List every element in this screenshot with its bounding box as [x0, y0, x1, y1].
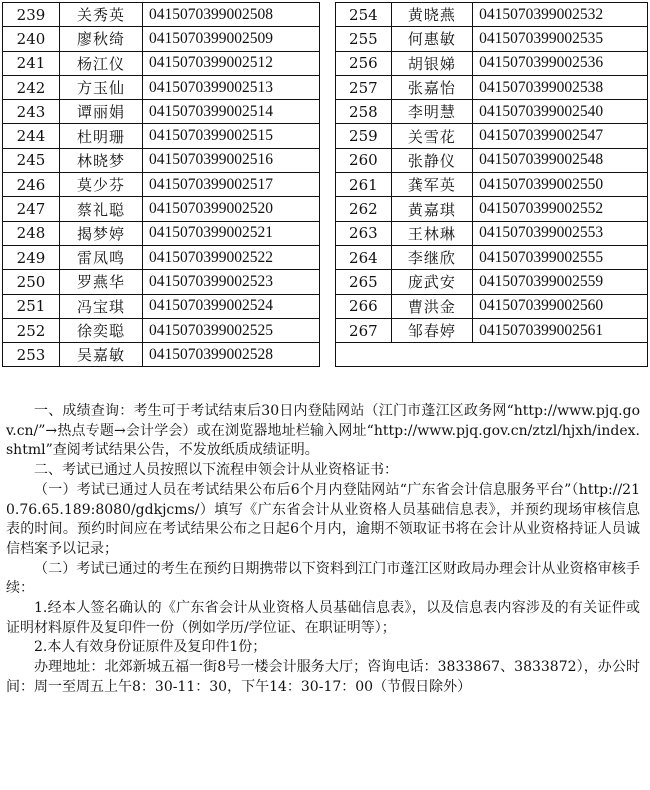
notice-paragraph: （一）考试已通过人员在考试结果公布后6个月内登陆网站“广东省会计信息服务平台”（http://210.76.65.189:8080/gdkjcms/）填写《广东省会计从业资格人员基础信息表》，并预约现场审核信息表的时间。预约时间应在考试结果公布之日起6个月内，逾期不领取证书将在会计从业资格持证人员诚信档案予以记录； [6, 481, 640, 557]
table-row [3, 318, 320, 342]
exam-id: 0415070399002522 [143, 245, 320, 269]
exam-id: 0415070399002525 [143, 318, 320, 342]
row-number: 251 [3, 294, 60, 318]
row-number: 246 [3, 173, 60, 197]
table-row [3, 197, 320, 221]
row-number: 241 [3, 51, 60, 75]
exam-id: 0415070399002536 [473, 51, 648, 75]
row-number: 245 [3, 148, 60, 172]
candidate-name: 杜明珊 [60, 124, 143, 148]
candidate-name: 关雪花 [391, 124, 472, 148]
row-number: 249 [3, 245, 60, 269]
table-row [3, 124, 320, 148]
candidate-name: 方玉仙 [60, 75, 143, 99]
table-row [3, 3, 320, 27]
table-row [336, 100, 648, 124]
row-number: 255 [336, 27, 392, 51]
candidate-name: 何惠敏 [391, 27, 472, 51]
table-row [3, 75, 320, 99]
table-row [3, 173, 320, 197]
exam-id: 0415070399002553 [473, 221, 648, 245]
exam-id: 0415070399002528 [143, 343, 320, 367]
candidate-name: 雷凤鸣 [60, 245, 143, 269]
table-row [3, 148, 320, 172]
notice-paragraph: 办理地址：北郊新城五福一街8号一楼会计服务大厅；咨询电话：3833867、3833872），办公时间：周一至周五上午8：30-11：30，下午14：30-17：00（节假日除外） [6, 659, 640, 695]
row-number: 258 [336, 100, 392, 124]
exam-id: 0415070399002532 [473, 3, 648, 27]
blank-cell [336, 343, 392, 367]
row-number: 240 [3, 27, 60, 51]
notice-paragraph: （二）考试已通过的考生在预约日期携带以下资料到江门市蓬江区财政局办理会计从业资格审核手续： [6, 560, 640, 597]
table-row [336, 245, 648, 269]
row-number: 257 [336, 75, 392, 99]
exam-id: 0415070399002520 [143, 197, 320, 221]
row-number: 267 [336, 318, 392, 342]
candidate-name: 胡银娣 [391, 51, 472, 75]
candidate-name: 吴嘉敏 [60, 343, 143, 367]
candidate-name: 揭梦婷 [60, 221, 143, 245]
exam-id: 0415070399002524 [143, 294, 320, 318]
candidate-name: 杨江仪 [60, 51, 143, 75]
row-number: 264 [336, 245, 392, 269]
row-number: 266 [336, 294, 392, 318]
row-number: 242 [3, 75, 60, 99]
table-row [336, 294, 648, 318]
exam-id: 0415070399002535 [473, 27, 648, 51]
exam-id: 0415070399002523 [143, 270, 320, 294]
row-number: 253 [3, 343, 60, 367]
candidate-name: 李继欣 [391, 245, 472, 269]
exam-id: 0415070399002514 [143, 100, 320, 124]
row-number: 261 [336, 173, 392, 197]
results-tables [2, 2, 648, 388]
table-row [336, 270, 648, 294]
exam-id: 0415070399002538 [473, 75, 648, 99]
candidate-name: 谭丽娟 [60, 100, 143, 124]
candidate-name: 庞武安 [391, 270, 472, 294]
table-row [3, 100, 320, 124]
candidate-name: 蔡礼聪 [60, 197, 143, 221]
table-row [336, 221, 648, 245]
table-row [3, 221, 320, 245]
exam-id: 0415070399002548 [473, 148, 648, 172]
table-row [336, 124, 648, 148]
exam-id: 0415070399002559 [473, 270, 648, 294]
notice-paragraph: 2.本人有效身份证原件及复印件1份； [34, 639, 267, 656]
table-row [336, 197, 648, 221]
row-number: 243 [3, 100, 60, 124]
blank-cell [391, 343, 472, 367]
exam-id: 0415070399002509 [143, 27, 320, 51]
table-row [336, 75, 648, 99]
notice-paragraph: 一、成绩查询：考生可于考试结束后30日内登陆网站（江门市蓬江区政务网“http://www.pjq.gov.cn/”→热点专题→会计学会）或在浏览器地址栏输入网址“http://www.pjq.gov.cn/ztzl/hjxh/index.shtml”查阅考试结果公告，不发放纸质成绩证明。 [6, 403, 640, 459]
exam-id: 0415070399002508 [143, 3, 320, 27]
table-row [336, 318, 648, 342]
exam-id: 0415070399002555 [473, 245, 648, 269]
exam-id: 0415070399002515 [143, 124, 320, 148]
notice-paragraph: 二、考试已通过人员按照以下流程申领会计从业资格证书： [34, 462, 398, 479]
candidate-name: 关秀英 [60, 3, 143, 27]
candidate-name: 林晓梦 [60, 148, 143, 172]
exam-id: 0415070399002550 [473, 173, 648, 197]
exam-id: 0415070399002560 [473, 294, 648, 318]
candidate-name: 黄晓燕 [391, 3, 472, 27]
table-row [3, 245, 320, 269]
table-row [3, 294, 320, 318]
exam-id: 0415070399002552 [473, 197, 648, 221]
row-number: 263 [336, 221, 392, 245]
table-row [3, 270, 320, 294]
candidate-name: 廖秋绮 [60, 27, 143, 51]
exam-id: 0415070399002512 [143, 51, 320, 75]
exam-id: 0415070399002547 [473, 124, 648, 148]
row-number: 256 [336, 51, 392, 75]
row-number: 239 [3, 3, 60, 27]
exam-id: 0415070399002540 [473, 100, 648, 124]
candidate-name: 黄嘉琪 [391, 197, 472, 221]
table-row [3, 27, 320, 51]
row-number: 250 [3, 270, 60, 294]
exam-id: 0415070399002513 [143, 75, 320, 99]
exam-id: 0415070399002517 [143, 173, 320, 197]
results-table-right [335, 2, 648, 367]
exam-id: 0415070399002561 [473, 318, 648, 342]
table-row [336, 3, 648, 27]
table-row [3, 51, 320, 75]
row-number: 265 [336, 270, 392, 294]
exam-id: 0415070399002521 [143, 221, 320, 245]
candidate-name: 张嘉怡 [391, 75, 472, 99]
table-row [3, 343, 320, 367]
row-number: 252 [3, 318, 60, 342]
results-table-left [2, 2, 320, 367]
candidate-name: 冯宝琪 [60, 294, 143, 318]
table-row [336, 173, 648, 197]
row-number: 244 [3, 124, 60, 148]
candidate-name: 罗燕华 [60, 270, 143, 294]
candidate-name: 徐奕聪 [60, 318, 143, 342]
row-number: 248 [3, 221, 60, 245]
candidate-name: 莫少芬 [60, 173, 143, 197]
table-row [336, 51, 648, 75]
candidate-name: 王林琳 [391, 221, 472, 245]
row-number: 254 [336, 3, 392, 27]
blank-cell [473, 343, 648, 367]
notice-text [6, 402, 640, 698]
row-number: 260 [336, 148, 392, 172]
candidate-name: 曹洪金 [391, 294, 472, 318]
exam-id: 0415070399002516 [143, 148, 320, 172]
candidate-name: 张静仪 [391, 148, 472, 172]
blank-row [336, 343, 648, 367]
candidate-name: 邹春婷 [391, 318, 472, 342]
table-row [336, 27, 648, 51]
notice-paragraph: 1.经本人签名确认的《广东省会计从业资格人员基础信息表》，以及信息表内容涉及的有关证件或证明材料原件及复印件一份（例如学历/学位证、在职证明等）； [6, 600, 640, 636]
row-number: 259 [336, 124, 392, 148]
row-number: 262 [336, 197, 392, 221]
row-number: 247 [3, 197, 60, 221]
candidate-name: 李明慧 [391, 100, 472, 124]
candidate-name: 龚军英 [391, 173, 472, 197]
table-row [336, 148, 648, 172]
